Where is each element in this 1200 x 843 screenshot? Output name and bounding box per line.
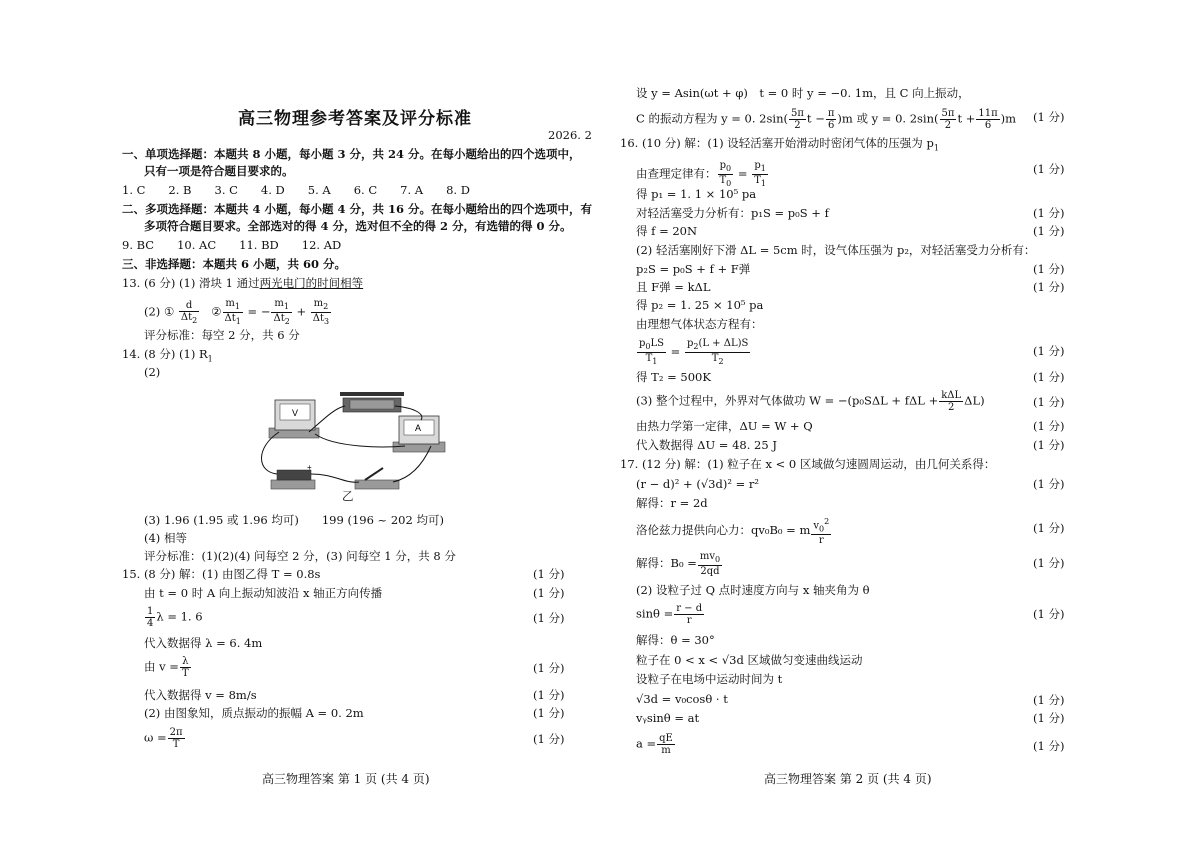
q16-line6: (2) 轻活塞刚好下滑 ΔL = 5cm 时，设气体压强为 p₂，对轻活塞受力分析有：: [636, 243, 1036, 257]
q15-omega-formula: $\frac{2\pi}{T}$: [169, 727, 183, 750]
score-mark: (1 分): [1033, 711, 1065, 725]
score-mark: (1 分): [533, 706, 565, 720]
q13-formula-1: $\frac{d}{\Delta t_2}$: [180, 299, 198, 325]
q17-line7: [636, 603, 705, 626]
svg-text:V: V: [292, 408, 299, 418]
section-1-heading: 一、单项选择题：本题共 8 小题，每小题 3 分，共 24 分。在每小题给出的四个选项中，: [122, 147, 581, 161]
q14-part3: (3) 1.96 (1.95 或 1.96 均可) 199 (196 ~ 202 均可): [144, 513, 444, 527]
score-mark: (1 分): [1033, 419, 1065, 433]
q17-line3: 解得：r = 2d: [636, 496, 708, 510]
q16-line13: [636, 390, 985, 413]
score-mark: (1 分): [1033, 224, 1065, 238]
answer-page-2: [600, 0, 1200, 843]
svg-text:+: +: [307, 463, 312, 472]
score-mark: (1 分): [1033, 556, 1065, 570]
score-mark: (1 分): [1033, 395, 1065, 409]
q16-line3: 得 p₁ = 1. 1 × 10⁵ pa: [636, 187, 757, 201]
section-3-heading: 三、非选择题：本题共 6 小题，共 60 分。: [122, 257, 347, 271]
section-2-heading: 二、多项选择题：本题共 4 小题，每小题 4 分，共 16 分。在每小题给出的四个选项中，有: [122, 202, 593, 216]
q15-eq-frac4: $\frac{11\pi}{6}$: [978, 108, 998, 131]
q16-line11: $\frac{p_0LS}{T_1}$ = $\frac{p_2(L + \Delta L)S}{T_2}$: [639, 338, 749, 366]
q15-quarter: $\frac{1}{4}$: [147, 606, 154, 629]
q13-part1-text: 13. (6 分) (1) 滑块 1 通过: [122, 276, 260, 290]
q15-eq-frac2: $\frac{\pi}{6}$: [827, 108, 835, 131]
q17-line5: [636, 551, 723, 577]
score-mark: (1 分): [1033, 521, 1065, 535]
q17-line12: vᵧsinθ = at: [636, 711, 700, 725]
score-mark: (1 分): [533, 586, 565, 600]
q15-line7: (2) 由图象知，质点振动的振幅 A = 0. 2m: [144, 706, 364, 720]
q16-line1: 16. (10 分) 解：(1) 设轻活塞开始滑动时密闭气体的压强为 $p_1$: [620, 136, 939, 153]
q16-gas-left: $\frac{p_0LS}{T_1}$: [639, 338, 664, 366]
q13-part2: (2) ① $\frac{d}{\Delta t_2}$ ② $\frac{m_1}{\Delta t_1}$ = − $\frac{m_1}{\Delta t_2}$ + $\frac{m_2}{\Delta t_3}$: [144, 298, 330, 326]
q16-line1-text: 16. (10 分) 解：(1) 设轻活塞开始滑动时密闭气体的压强为 p: [620, 136, 934, 150]
score-mark: (1 分): [1033, 206, 1065, 220]
score-mark: (1 分): [1033, 262, 1065, 276]
q16-line8: 且 F弹 = kΔL: [636, 280, 711, 294]
circuit-diagram: [255, 388, 455, 500]
score-mark: (1 分): [1033, 607, 1065, 621]
q17-line8: 解得：θ = 30°: [636, 633, 715, 647]
q17-line13-text: a =: [636, 736, 657, 751]
score-mark: (1 分): [1033, 693, 1065, 707]
q17-sin-frac: $\frac{r - d}{r}$: [676, 603, 703, 626]
q16-charles-right: $\frac{p_1}{T_1}$: [754, 160, 766, 188]
score-mark: (1 分): [533, 732, 565, 746]
q16-line10: 由理想气体状态方程有：: [636, 317, 763, 331]
q15-line4: 代入数据得 λ = 6. 4m: [144, 636, 263, 650]
switch-lever: [365, 468, 383, 480]
q16-gas-right: $\frac{p_2(L + \Delta L)S}{T_2}$: [686, 338, 749, 366]
q13-circle-2: ②: [211, 304, 222, 319]
q17-line4-text: 洛伦兹力提供向心力：qv₀B₀ = m: [636, 523, 811, 538]
score-mark: (1 分): [1033, 344, 1065, 358]
q15-speed-formula: $\frac{\lambda}{T}$: [181, 656, 189, 679]
q15-line2: 由 t = 0 时 A 向上振动知波沿 x 轴正方向传播: [144, 586, 383, 600]
switch-base: [355, 480, 399, 489]
q15-line6: 代入数据得 v = 8m/s: [144, 688, 257, 702]
q17-accel-frac: $\frac{qE}{m}$: [659, 733, 673, 756]
q17-line11: √3d = v₀cosθ · t: [636, 692, 728, 706]
section-1-answers: 1. C 2. B 3. C 4. D 5. A 6. C 7. A 8. D: [122, 183, 470, 197]
battery: [277, 470, 311, 480]
score-mark: (1 分): [533, 661, 565, 675]
page-title: 高三物理参考答案及评分标准: [238, 109, 472, 129]
page-footer: 高三物理答案 第 1 页 (共 4 页): [262, 772, 430, 786]
score-mark: (1 分): [1033, 739, 1065, 753]
section-2-heading-cont: 多项符合题目要求。全部选对的得 4 分，选对但不全的得 2 分，有选错的得 0 分。: [144, 219, 572, 233]
figure-caption: 乙: [342, 489, 354, 503]
score-mark: (1 分): [533, 611, 565, 625]
score-mark: (1 分): [533, 567, 565, 581]
q13-part1: [122, 276, 363, 290]
q17-line7-text: sinθ =: [636, 606, 674, 621]
q14-part1: 14. (8 分) (1) $R_1$: [122, 347, 213, 364]
q14-score: 评分标准：(1)(2)(4) 问每空 2 分，(3) 问每空 1 分，共 8 分: [144, 549, 456, 563]
q17-line10: 设粒子在电场中运动时间为 t: [636, 672, 783, 686]
q16-line5: 得 f = 20N: [636, 224, 698, 238]
q15-eq-part1: C 的振动方程为 y = 0. 2sin(: [636, 111, 788, 126]
q17-line9: 粒子在 0 < x < √3d 区域做匀变速曲线运动: [636, 653, 863, 667]
q13-part1-underlined: 两光电门的时间相等: [259, 276, 364, 290]
q16-line12: 得 T₂ = 500K: [636, 370, 711, 384]
score-mark: (1 分): [1033, 280, 1065, 294]
section-2-answers: 9. BC 10. AC 11. BD 12. AD: [122, 238, 342, 252]
page-footer: 高三物理答案 第 2 页 (共 4 页): [764, 772, 932, 786]
q17-line1: 17. (12 分) 解：(1) 粒子在 x < 0 区域做匀速圆周运动，由几何关系得：: [620, 457, 996, 471]
q15-eq-frac3: $\frac{5\pi}{2}$: [941, 108, 955, 131]
score-mark: (1 分): [533, 688, 565, 702]
q16-line4: 对轻活塞受力分析有：p₁S = p₀S + f: [636, 206, 829, 220]
q14-part1-text: 14. (8 分) (1) R: [122, 347, 208, 361]
q15-eq-frac1: $\frac{5\pi}{2}$: [790, 108, 804, 131]
q17-line4: [636, 516, 832, 546]
q16-line9: 得 p₂ = 1. 25 × 10⁵ pa: [636, 298, 764, 312]
q15-line1: 15. (8 分) 解：(1) 由图乙得 T = 0.8s: [122, 567, 321, 581]
q13-formula-2a: $\frac{m_1}{\Delta t_1}$: [224, 298, 241, 326]
q15-line3: [144, 606, 203, 629]
battery-base: [271, 480, 315, 489]
q17-line6: (2) 设粒子过 Q 点时速度方向与 x 轴夹角为 θ: [636, 583, 870, 597]
q16-line2-text: 由查理定律有：: [636, 166, 717, 181]
q15-line5: [144, 656, 192, 679]
q16-line7: p₂S = p₀S + f + F弹: [636, 262, 751, 276]
q17-line5-text: 解得：B₀ =: [636, 556, 697, 570]
q13-part2-label: (2) ①: [144, 304, 175, 319]
q16-line15: 代入数据得 ΔU = 48. 25 J: [636, 438, 777, 452]
q14-part2: (2): [144, 365, 161, 379]
q17-line2: (r − d)² + (√3d)² = r²: [636, 477, 759, 491]
q15-line3-text: λ = 1. 6: [156, 609, 203, 624]
section-1-heading-cont: 只有一项是符合题目要求的。: [144, 164, 294, 178]
q16-line13-text: (3) 整个过程中，外界对气体做功 W = −(p₀SΔL + fΔL +: [636, 393, 939, 408]
q15-cont-line2: C 的振动方程为 y = 0. 2sin( $\frac{5\pi}{2}$ t − $\frac{\pi}{6}$ )m 或 y = 0. 2sin( $\frac{5\pi}{2}$ t + $\frac{11\pi}{6}$ )m: [636, 108, 1017, 131]
svg-text:A: A: [415, 423, 422, 433]
score-mark: (1 分): [1033, 162, 1065, 176]
q15-eq-part2: )m 或 y = 0. 2sin(: [837, 111, 939, 126]
q13-formula-2c: $\frac{m_2}{\Delta t_3}$: [312, 298, 330, 326]
score-mark: (1 分): [1033, 110, 1065, 124]
q14-part4: (4) 相等: [144, 531, 187, 545]
q17-line13: [636, 733, 676, 756]
q16-line2: 由查理定律有： $\frac{p_0}{T_0}$ = $\frac{p_1}{T_1}$: [636, 160, 766, 188]
q15-line8-text: ω =: [144, 730, 167, 745]
q16-spring-frac: $\frac{\text{kΔL}}{2}$: [941, 390, 962, 413]
q17-field-frac: $\frac{mv_0}{2qd}$: [699, 551, 721, 577]
score-mark: (1 分): [1033, 370, 1065, 384]
score-mark: (1 分): [1033, 477, 1065, 491]
score-mark: (1 分): [1033, 438, 1065, 452]
q15-eq-part3: )m: [1000, 111, 1017, 126]
q17-centripetal-frac: $\frac{v_0^2}{r}$: [813, 517, 830, 547]
q16-charles-left: $\frac{p_0}{T_0}$: [719, 160, 732, 188]
exam-date: 2026. 2: [548, 128, 592, 142]
q16-line14: 由热力学第一定律，ΔU = W + Q: [636, 419, 813, 433]
q13-formula-2b: $\frac{m_1}{\Delta t_2}$: [273, 298, 290, 326]
q15-cont-line1: 设 y = Asin(ωt + φ) t = 0 时 y = −0. 1m，且 C 向上振动，: [636, 86, 970, 100]
q15-line8: [144, 727, 186, 750]
q13-score: 评分标准：每空 2 分，共 6 分: [144, 328, 300, 342]
q16-line13-end: ΔL): [964, 393, 985, 408]
q15-line5-text: 由 v =: [144, 659, 179, 674]
